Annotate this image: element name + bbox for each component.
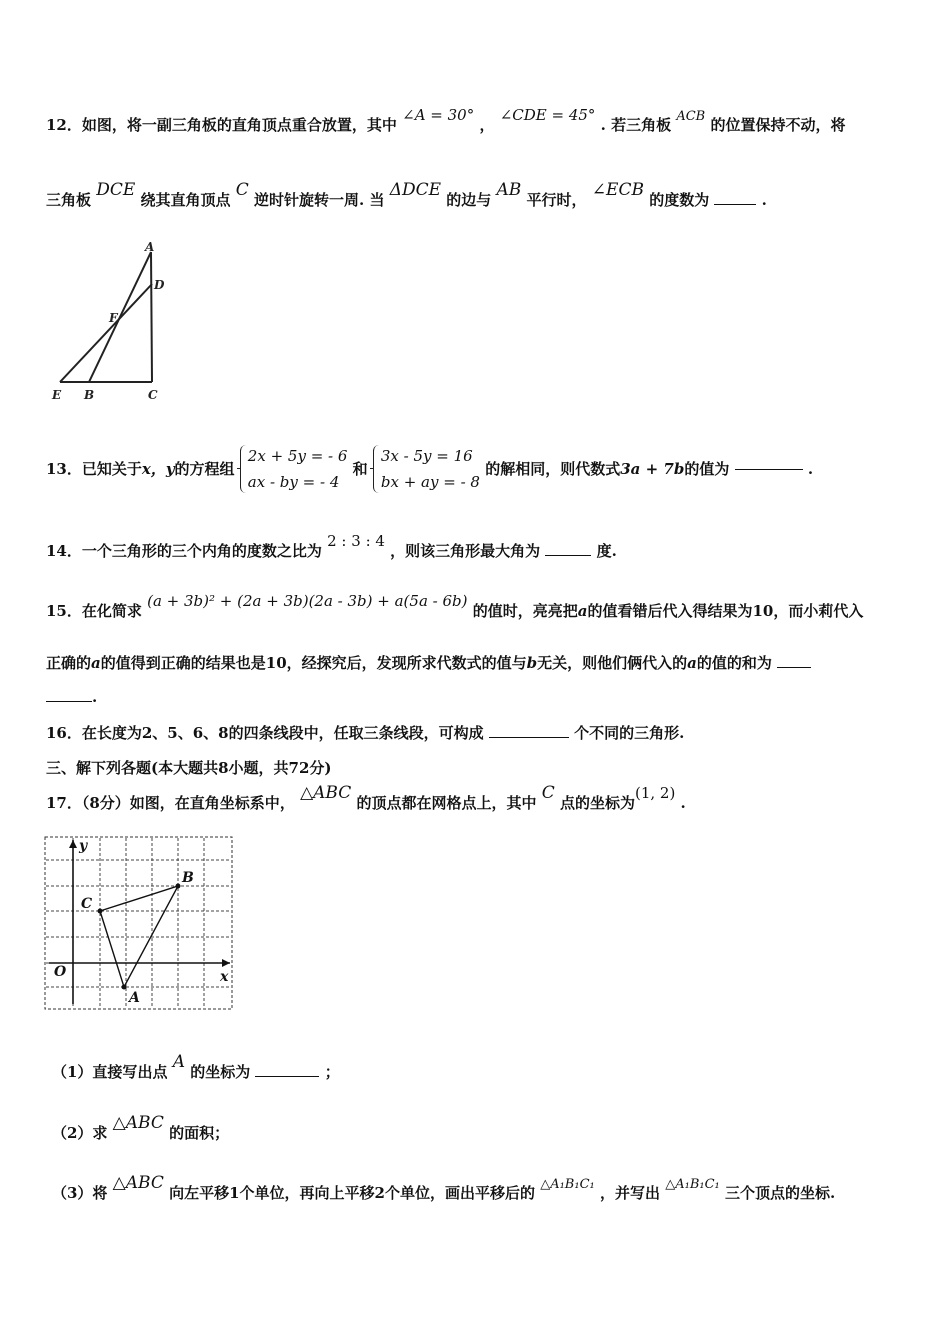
segment-ac [151,252,152,382]
expression-formula: (a + 3b)² + (2a + 3b)(2a - 3b) + a(5a - 6b) [147,592,468,610]
q14-line: 14．一个三角形的三个内角的度数之比为 2 : 3 : 4 ，则该三角形最大角为 度. [46,532,617,560]
point-b [176,884,181,889]
q17-part1: （1）直接写出点 A 的坐标为 ； [52,1052,340,1081]
point-a [122,985,127,990]
coordinate-grid-q17 [44,836,234,1010]
triangle-figure-q12 [48,242,174,407]
label-a: A [129,990,140,1006]
point-c [98,909,103,914]
q17-line: 17．（8分）如图，在直角坐标系中， △ABC 的顶点都在网格点上，其中 C 点的坐标为(1, 2) . [46,783,686,812]
answer-blank[interactable] [735,469,803,470]
q17-part2: （2）求 △ABC 的面积； [52,1113,230,1142]
equation-system-2: 3x - 5y = 16 bx + ay = - 8 [373,443,480,495]
equation-system-1: 2x + 5y = - 6 ax - by = - 4 [240,443,348,495]
answer-blank[interactable] [777,667,811,668]
coord-formula: (1, 2) [634,784,676,802]
label-y: y [79,838,88,854]
q15-line1: 15．在化简求 (a + 3b)² + (2a + 3b)(2a - 3b) + a(5a - 6b) 的值时，亮亮把a的值看错后代入得结果为10，而小莉代入 [46,592,864,620]
q17-part3: （3）将 △ABC 向左平移1个单位，再向上平移2个单位，画出平移后的 △A₁B₁C₁ ，并写出 △A₁B₁C₁ 三个顶点的坐标. [52,1173,836,1202]
label-b: B [182,870,194,886]
label-x: x [220,969,229,985]
label-e: E [52,388,62,402]
angle-cde-formula: ∠CDE = 45° [499,106,596,124]
q12-line2: 三角板 DCE 绕其直角顶点 C 逆时针旋转一周. 当 ΔDCE 的边与 AB 平行时， ∠ECB 的度数为 . [46,180,767,209]
q13-line: 13．已知关于x，y的方程组 2x + 5y = - 6 ax - by = - 4 和 3x - 5y = 16 bx + ay = - 8 的解相同，则代数式3a + 7b的值为 . [46,443,813,495]
label-o: O [54,964,67,980]
angle-a-formula: ∠A = 30° [402,106,475,124]
label-d: D [154,278,165,292]
answer-blank[interactable] [714,204,756,205]
answer-blank[interactable] [255,1076,319,1077]
acb-formula: ACB [676,109,706,124]
ratio-formula: 2 : 3 : 4 [327,532,385,550]
label-a: A [145,242,155,254]
label-b: B [84,388,95,402]
q15-line2: 正确的a的值得到正确的结果也是10，经探究后，发现所求代数式的值与b无关，则他们俩代入的a的值的和为 [46,652,811,673]
label-c: C [81,896,93,912]
segment-ed [60,284,152,382]
q15-line3: . [46,688,97,706]
answer-blank-cont[interactable] [46,701,92,702]
q16-line: 16．在长度为2、5、6、8的四条线段中，任取三条线段，可构成 个不同的三角形. [46,724,685,742]
section-title: 三、解下列各题(本大题共8小题，共72分) [46,759,332,777]
q12-line1: 12．如图，将一副三角板的直角顶点重合放置，其中 ∠A = 30° ， ∠CDE = 45° . 若三角板 ACB 的位置保持不动，将 [46,106,846,134]
answer-blank[interactable] [489,737,569,738]
label-c: C [148,388,158,402]
label-f: F [109,311,118,325]
answer-blank[interactable] [545,555,591,556]
